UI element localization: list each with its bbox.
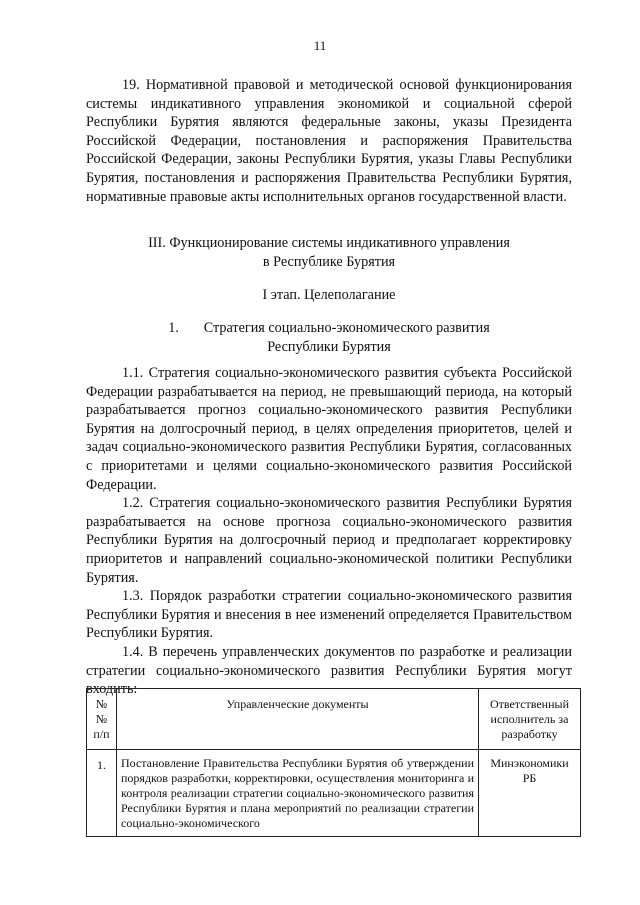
clause-1-4: 1.4. В перечень управленческих документов по разработке и реализации стратегии социально-экономического развития Республики Бурятия могут входить: — [86, 643, 572, 698]
section-heading-line2: в Республике Бурятия — [262, 253, 396, 270]
section-heading — [86, 234, 572, 271]
row-document: Постановление Правительства Республики Бурятия об утверждении порядков разработки, корректировки, осуществления мониторинга и контроля реализации стратегии социально-экономического развития Республики Бурятия и плана мероприятий по реализации стратегии социально-экономического — [117, 749, 479, 836]
clause-1-2: 1.2. Стратегия социально-экономического развития Республики Бурятия разрабатывается на основе прогноза социально-экономического развития Республики Бурятия на долгосрочный период и предполагает корректировку приоритетов и направлений социально-экономической политики Республики Бурятия. — [86, 495, 572, 586]
clause-1-1: 1.1. Стратегия социально-экономического развития субъекта Российской Федерации разрабатывается на период, не превышающий периода, на который разрабатывается прогноз социально-экономического развития Республики Бурятия на долгосрочный период, в целях определения приоритетов, целей и задач социально-экономического развития Республики Бурятия, согласованных с приоритетами и целями социально-экономического развития Российской Федерации. — [86, 365, 572, 493]
header-documents: Управленческие документы — [117, 689, 479, 750]
subsection-heading-line2: Республики Бурятия — [267, 338, 391, 355]
header-responsible: Ответственный исполнитель за разработку — [479, 689, 581, 750]
row-responsible: Минэкономики РБ — [479, 749, 581, 836]
header-number: №№ п/п — [87, 689, 117, 750]
stage-heading-block — [86, 286, 572, 305]
subsection-heading — [86, 319, 572, 356]
paragraph-19-block — [86, 76, 572, 206]
page-number: 11 — [313, 38, 327, 53]
clause-1-3: 1.3. Порядок разработки стратегии социально-экономического развития Республики Бурятия и внесения в нее изменений определяется Правительством Республики Бурятия. — [86, 588, 572, 642]
paragraph-19: 19. Нормативной правовой и методической основой функционирования системы индикативного управления экономикой и социальной сферой Республики Бурятия являются федеральные законы, указы Президента Российской Федерации, постановления и распоряжения Правительства Российской Федерации, законы Республики Бурятия, указы Главы Республики Бурятия, постановления и распоряжения Правительства Республики Бурятия, нормативные правовые акты исполнительных органов государственной власти. — [86, 77, 572, 205]
documents-table — [86, 688, 581, 837]
section-heading-line1: III. Функционирование системы индикативного управления — [148, 235, 510, 251]
clauses-block — [86, 364, 572, 699]
row-number: 1. — [87, 749, 117, 836]
subsection-heading-line1: 1. Стратегия социально-экономического развития — [168, 320, 490, 336]
table-row — [87, 749, 581, 836]
table-header-row — [87, 689, 581, 750]
stage-heading: I этап. Целеполагание — [262, 287, 396, 303]
